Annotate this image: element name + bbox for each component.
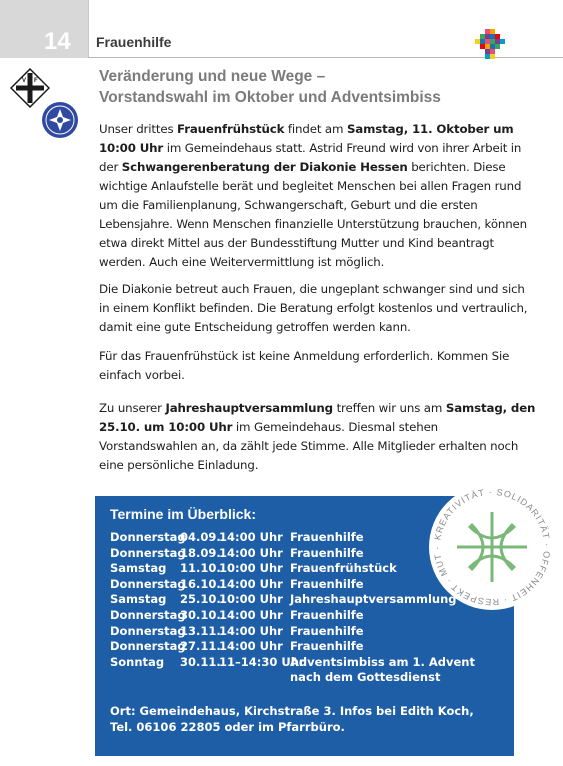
schedule-title: Termine im Überblick:: [110, 506, 257, 522]
text-run: Zu unserer: [99, 401, 166, 415]
schedule-time: 10:00 Uhr: [219, 561, 283, 576]
schedule-event: Frauenhilfe: [290, 639, 364, 654]
schedule-time: 14:00 Uhr: [219, 623, 283, 638]
values-emblem-icon: [429, 484, 555, 610]
schedule-event-sub: nach dem Gottesdienst: [290, 670, 441, 685]
schedule-date: 30.11.: [180, 654, 221, 669]
schedule-event: Jahreshauptversammlung: [290, 592, 457, 607]
text-run: im Gemeindehaus statt. Astrid Freund wird von ihrer Arbeit in der: [99, 141, 522, 174]
schedule-event: Frauenhilfe: [290, 530, 364, 544]
schedule-date: 16.10.: [180, 576, 221, 591]
schedule-day: Donnerstag: [110, 639, 186, 654]
bold-run: Schwangerenberatung der Diakonie Hessen: [121, 160, 408, 174]
bold-run: Jahreshauptversammlung: [165, 401, 333, 415]
schedule-event-main: Adventsimbiss am 1. Advent: [290, 654, 475, 669]
bold-run: Frauenfrühstück: [177, 122, 285, 136]
page-number: 14: [44, 28, 71, 55]
bold-run: Samstag, den 25.10. um 10:00 Uhr: [99, 401, 536, 434]
text-run: treffen wir uns am: [332, 401, 446, 415]
article-title-line-1: Veränderung und neue Wege –: [99, 68, 326, 85]
schedule-day: Samstag: [110, 561, 167, 576]
schedule-day: Donnerstag: [110, 607, 186, 622]
text-run: im Gemeindehaus. Diesmal stehen Vorstandswahlen an, da zählt jede Stimme. Alle Mitglieder erhalten noch eine persönliche Einladung.: [99, 420, 519, 472]
article-title: [99, 66, 441, 108]
schedule-date: 13.11.: [180, 623, 221, 638]
paragraph-diakonie: Die Diakonie betreut auch Frauen, die ungeplant schwanger sind und sich in einem Konflikt befinden. Die Beratung erfolgt kostenlos und vertraulich, damit eine gute Entscheidung getroffen werden kann.: [99, 282, 528, 334]
schedule-row: [110, 624, 500, 640]
text-run: findet am: [284, 122, 347, 136]
schedule-event: Frauenhilfe: [290, 576, 364, 591]
schedule-date: 04.09.: [180, 530, 221, 544]
schedule-day: Donnerstag: [110, 576, 186, 591]
svg-text:F: F: [34, 78, 38, 84]
schedule-event: Frauenhilfe: [290, 623, 364, 638]
text-run: Unser drittes: [99, 122, 178, 136]
schedule-date: 18.09.: [180, 545, 221, 560]
text-run: berichten. Diese wichtige Anlaufstelle berät und begleitet Menschen bei allen Fragen rund um die Familienplanung, Schwangerschaft, Geburt und die ersten Lebensjahre. Wenn Menschen finanzielle Unterstützung brauchen, können etwa direkt Mittel aus der Bundesstiftung Mutter und Kind beantragt werden. Auch eine Weitervermittlung ist möglich.: [99, 160, 527, 269]
bold-run: Samstag, 11. Oktober um 10:00 Uhr: [99, 122, 514, 155]
schedule-footer-line-1: Ort: Gemeindehaus, Kirchstraße 3. Infos bei Edith Koch,: [110, 704, 474, 718]
section-label: Frauenhilfe: [96, 34, 172, 50]
schedule-event: Frauenfrühstück: [290, 561, 397, 576]
schedule-day: Sonntag: [110, 654, 165, 669]
schedule-time: 14:00 Uhr: [219, 576, 283, 591]
schedule-day: Donnerstag: [110, 623, 186, 638]
values-emblem: [429, 484, 555, 610]
church-cross-logo-icon: [473, 28, 507, 62]
paragraph-anmeldung: Für das Frauenfrühstück ist keine Anmeldung erforderlich. Kommen Sie einfach vorbei.: [99, 349, 510, 382]
blue-seal-logo-icon: [40, 100, 80, 140]
schedule-time: 14:00 Uhr: [219, 545, 283, 560]
schedule-date: 30.10.: [180, 607, 221, 622]
schedule-event: [290, 655, 475, 686]
paragraph-jahreshauptversammlung: [99, 399, 537, 475]
svg-text:KREATIVITÄT · SOLIDARITÄT · OF: KREATIVITÄT · SOLIDARITÄT · OFFENHEIT · RESPEKT · MUT ·: [431, 486, 553, 608]
article-title-line-2: Vorstandswahl im Oktober und Adventsimbiss: [99, 89, 441, 106]
schedule-date: 27.11.: [180, 639, 221, 654]
schedule-time: 11–14:30 Uhr: [219, 654, 305, 669]
schedule-time: 14:00 Uhr: [219, 639, 283, 654]
schedule-day: Samstag: [110, 592, 167, 607]
paragraph-fruehstueck: [99, 120, 537, 272]
header-divider-vertical: [88, 0, 89, 58]
schedule-date: 25.10.: [180, 592, 221, 607]
schedule-day: Donnerstag: [110, 545, 186, 560]
page-number-box: [0, 0, 88, 58]
schedule-date: 11.10.: [180, 561, 221, 576]
svg-text:V: V: [22, 78, 27, 84]
schedule-day: Donnerstag: [110, 530, 186, 544]
schedule-time: 14:00 Uhr: [219, 530, 283, 544]
schedule-row: [110, 655, 500, 686]
schedule-event: Frauenhilfe: [290, 545, 364, 560]
schedule-event: Frauenhilfe: [290, 607, 364, 622]
schedule-row: [110, 639, 500, 655]
schedule-row: [110, 608, 500, 624]
schedule-time: 10:00 Uhr: [219, 592, 283, 607]
schedule-footer: [110, 703, 474, 735]
schedule-footer-line-2: Tel. 06106 22805 oder im Pfarrbüro.: [110, 720, 345, 734]
schedule-time: 14:00 Uhr: [219, 607, 283, 622]
